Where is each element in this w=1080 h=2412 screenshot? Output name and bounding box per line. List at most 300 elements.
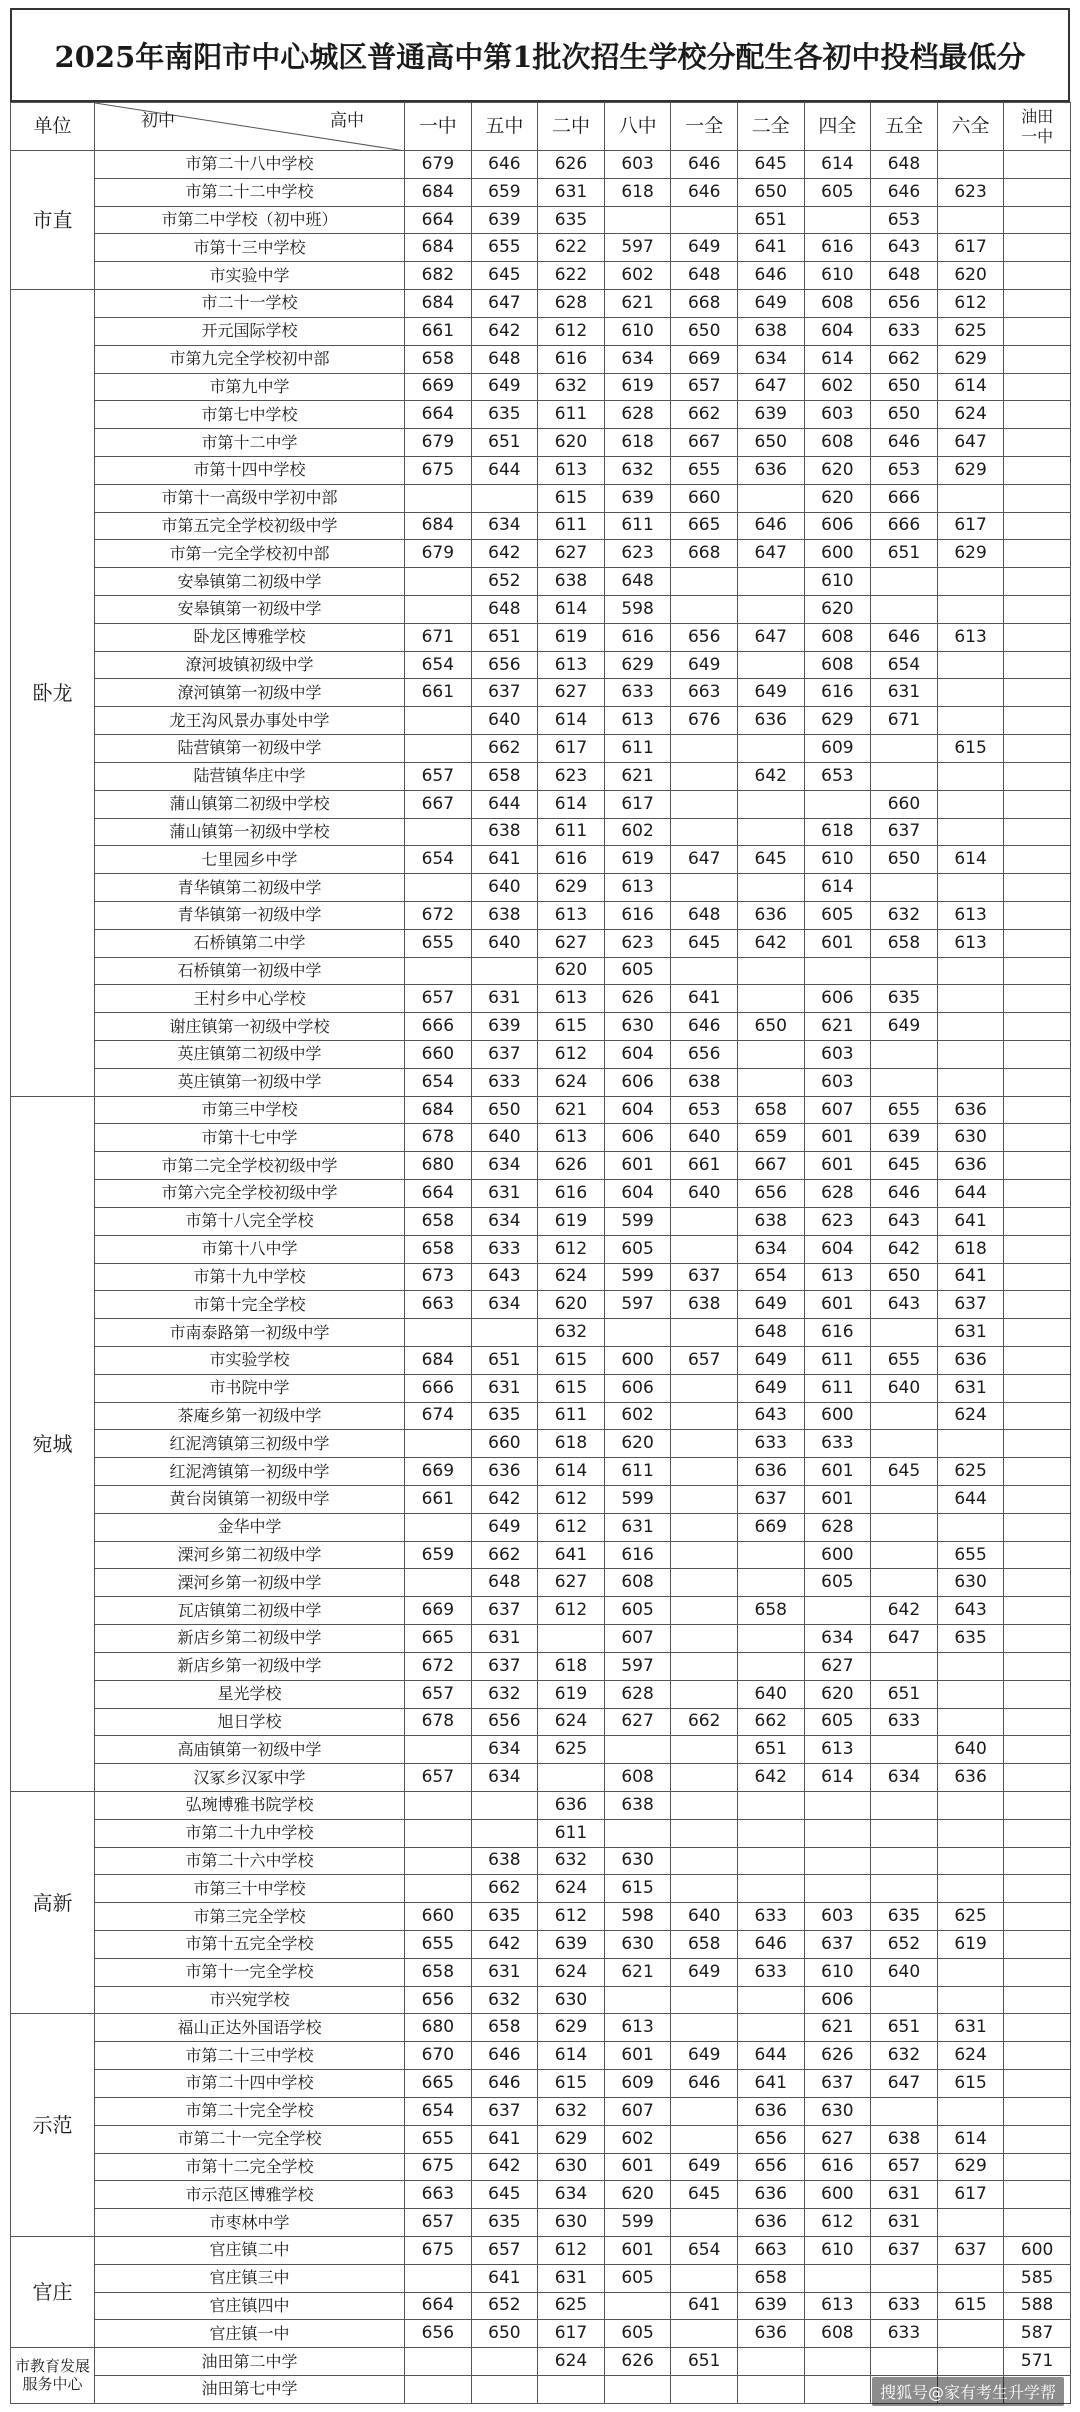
score-cell: 640 xyxy=(871,1374,938,1402)
score-cell: 625 xyxy=(538,2292,605,2320)
score-cell: 634 xyxy=(538,2181,605,2209)
score-cell: 664 xyxy=(405,401,472,429)
score-cell: 684 xyxy=(405,1346,472,1374)
score-cell: 649 xyxy=(671,1958,738,1986)
score-cell: 604 xyxy=(604,1096,671,1124)
score-cell: 605 xyxy=(604,1597,671,1625)
score-cell: 616 xyxy=(804,679,871,707)
score-cell: 627 xyxy=(538,540,605,568)
score-cell: 657 xyxy=(405,1764,472,1792)
score-cell xyxy=(1004,596,1071,624)
score-cell: 632 xyxy=(538,1319,605,1347)
table-row xyxy=(11,1152,1071,1180)
score-cell xyxy=(871,1068,938,1096)
school-name-cell: 市第九完全学校初中部 xyxy=(95,345,405,373)
score-cell: 619 xyxy=(538,1680,605,1708)
school-name-cell: 青华镇第二初级中学 xyxy=(95,874,405,902)
score-cell: 621 xyxy=(804,2014,871,2042)
score-cell: 606 xyxy=(804,985,871,1013)
score-cell: 612 xyxy=(538,2236,605,2264)
score-cell xyxy=(871,1875,938,1903)
score-cell: 648 xyxy=(471,596,538,624)
score-cell: 631 xyxy=(538,178,605,206)
score-cell: 654 xyxy=(405,1068,472,1096)
col-header: 二全 xyxy=(737,103,804,151)
score-cell: 655 xyxy=(471,234,538,262)
score-cell xyxy=(937,1847,1004,1875)
score-cell: 662 xyxy=(871,345,938,373)
table-row xyxy=(11,929,1071,957)
school-name-cell: 英庄镇第一初级中学 xyxy=(95,1068,405,1096)
school-name-cell: 市第十四中学校 xyxy=(95,456,405,484)
score-cell: 635 xyxy=(471,2209,538,2237)
table-row xyxy=(11,2209,1071,2237)
score-cell: 684 xyxy=(405,1096,472,1124)
score-cell xyxy=(1004,707,1071,735)
school-name-cell: 新店乡第二初级中学 xyxy=(95,1625,405,1653)
score-cell: 636 xyxy=(937,1152,1004,1180)
score-cell xyxy=(1004,1569,1071,1597)
score-cell: 613 xyxy=(937,929,1004,957)
score-cell: 606 xyxy=(604,1124,671,1152)
table-row xyxy=(11,985,1071,1013)
table-row xyxy=(11,1903,1071,1931)
score-cell: 640 xyxy=(871,1958,938,1986)
score-cell: 612 xyxy=(538,1597,605,1625)
score-cell: 640 xyxy=(671,1180,738,1208)
score-cell: 673 xyxy=(405,1263,472,1291)
school-name-cell: 茶庵乡第一初级中学 xyxy=(95,1402,405,1430)
score-cell: 629 xyxy=(937,540,1004,568)
score-cell: 635 xyxy=(871,1903,938,1931)
score-cell xyxy=(405,1819,472,1847)
score-cell xyxy=(1004,1736,1071,1764)
score-cell xyxy=(1004,151,1071,179)
score-cell xyxy=(937,762,1004,790)
score-cell: 654 xyxy=(405,651,472,679)
score-cell xyxy=(804,1597,871,1625)
score-cell: 642 xyxy=(737,929,804,957)
score-cell: 623 xyxy=(538,762,605,790)
score-cell: 609 xyxy=(804,735,871,763)
score-cell xyxy=(1004,1486,1071,1514)
score-cell: 624 xyxy=(538,1875,605,1903)
score-cell xyxy=(871,2097,938,2125)
score-cell: 638 xyxy=(737,1207,804,1235)
table-row xyxy=(11,568,1071,596)
score-cell: 641 xyxy=(737,2070,804,2098)
score-cell xyxy=(937,1791,1004,1819)
score-cell: 604 xyxy=(604,1180,671,1208)
score-cell: 669 xyxy=(405,373,472,401)
score-cell: 684 xyxy=(405,512,472,540)
score-cell xyxy=(871,1791,938,1819)
score-cell: 615 xyxy=(538,1346,605,1374)
score-cell xyxy=(1004,1180,1071,1208)
score-cell: 606 xyxy=(804,512,871,540)
score-cell xyxy=(804,957,871,985)
score-cell xyxy=(1004,929,1071,957)
school-name-cell: 市第二十三中学校 xyxy=(95,2042,405,2070)
table-row xyxy=(11,818,1071,846)
table-row xyxy=(11,2153,1071,2181)
score-cell: 637 xyxy=(471,679,538,707)
score-cell: 634 xyxy=(471,1291,538,1319)
score-cell: 651 xyxy=(871,540,938,568)
score-cell: 657 xyxy=(471,2236,538,2264)
score-cell xyxy=(1004,1958,1071,1986)
score-cell: 636 xyxy=(737,707,804,735)
score-cell: 613 xyxy=(937,623,1004,651)
score-cell xyxy=(538,2376,605,2404)
score-cell: 631 xyxy=(471,985,538,1013)
score-cell: 597 xyxy=(604,1652,671,1680)
senior-label: 高中 xyxy=(330,111,364,131)
school-name-cell: 蒲山镇第二初级中学校 xyxy=(95,790,405,818)
score-cell: 636 xyxy=(737,2181,804,2209)
score-cell: 660 xyxy=(871,790,938,818)
score-cell: 598 xyxy=(604,1903,671,1931)
score-cell: 613 xyxy=(804,2292,871,2320)
score-cell xyxy=(604,2292,671,2320)
score-cell xyxy=(671,790,738,818)
score-cell: 602 xyxy=(604,1402,671,1430)
table-row xyxy=(11,1736,1071,1764)
score-cell: 627 xyxy=(538,679,605,707)
score-cell: 632 xyxy=(871,2042,938,2070)
table-row xyxy=(11,1263,1071,1291)
score-cell: 634 xyxy=(471,512,538,540)
score-cell: 614 xyxy=(937,2125,1004,2153)
score-cell: 626 xyxy=(538,151,605,179)
school-name-cell: 开元国际学校 xyxy=(95,317,405,345)
score-cell: 640 xyxy=(737,1680,804,1708)
score-cell xyxy=(737,568,804,596)
score-cell: 635 xyxy=(471,1903,538,1931)
score-cell xyxy=(937,2209,1004,2237)
score-cell: 615 xyxy=(538,1374,605,1402)
score-cell: 646 xyxy=(737,1931,804,1959)
school-name-cell: 市第二十一完全学校 xyxy=(95,2125,405,2153)
score-cell: 678 xyxy=(405,1124,472,1152)
score-cell: 600 xyxy=(604,1346,671,1374)
score-cell: 621 xyxy=(604,762,671,790)
score-cell: 653 xyxy=(804,762,871,790)
score-cell: 646 xyxy=(671,2070,738,2098)
score-cell xyxy=(671,1791,738,1819)
score-cell: 676 xyxy=(671,707,738,735)
score-cell: 649 xyxy=(471,373,538,401)
score-cell: 663 xyxy=(671,679,738,707)
score-cell: 601 xyxy=(804,1124,871,1152)
score-cell: 634 xyxy=(604,345,671,373)
table-row xyxy=(11,290,1071,318)
score-cell xyxy=(405,707,472,735)
score-cell: 666 xyxy=(405,1374,472,1402)
score-cell xyxy=(737,1541,804,1569)
score-cell xyxy=(405,484,472,512)
table-row xyxy=(11,1931,1071,1959)
score-cell: 646 xyxy=(737,512,804,540)
score-cell xyxy=(604,1736,671,1764)
score-cell: 624 xyxy=(937,2042,1004,2070)
score-cell xyxy=(671,2264,738,2292)
score-cell: 608 xyxy=(804,290,871,318)
school-name-cell: 市兴宛学校 xyxy=(95,1986,405,2014)
score-cell: 610 xyxy=(804,1958,871,1986)
score-cell: 614 xyxy=(804,151,871,179)
score-cell: 601 xyxy=(604,2042,671,2070)
score-cell: 639 xyxy=(737,2292,804,2320)
score-cell xyxy=(1004,846,1071,874)
score-cell: 614 xyxy=(937,373,1004,401)
school-name-cell: 市第一完全学校初中部 xyxy=(95,540,405,568)
score-cell: 646 xyxy=(671,151,738,179)
score-cell xyxy=(405,735,472,763)
score-cell: 643 xyxy=(871,1291,938,1319)
score-cell: 628 xyxy=(604,401,671,429)
score-cell xyxy=(937,679,1004,707)
table-row xyxy=(11,623,1071,651)
score-cell: 637 xyxy=(471,1041,538,1069)
score-cell: 630 xyxy=(538,2209,605,2237)
score-cell xyxy=(1004,985,1071,1013)
score-cell: 607 xyxy=(804,1096,871,1124)
score-cell xyxy=(1004,1847,1071,1875)
score-cell: 643 xyxy=(871,1207,938,1235)
score-cell xyxy=(604,1986,671,2014)
junior-label: 初中 xyxy=(141,111,175,131)
score-cell xyxy=(1004,2097,1071,2125)
score-cell xyxy=(1004,540,1071,568)
score-cell xyxy=(1004,1903,1071,1931)
score-cell: 646 xyxy=(471,2070,538,2098)
table-row xyxy=(11,401,1071,429)
score-cell xyxy=(1004,2181,1071,2209)
score-cell: 636 xyxy=(538,1791,605,1819)
score-cell xyxy=(671,1986,738,2014)
score-cell: 614 xyxy=(538,596,605,624)
score-cell: 631 xyxy=(871,679,938,707)
score-cell: 611 xyxy=(604,1458,671,1486)
score-cell xyxy=(671,735,738,763)
score-cell: 650 xyxy=(471,2320,538,2348)
score-cell xyxy=(671,596,738,624)
score-cell: 627 xyxy=(804,2125,871,2153)
col-header: 八中 xyxy=(604,103,671,151)
score-cell xyxy=(1004,568,1071,596)
score-cell: 654 xyxy=(405,2097,472,2125)
score-cell xyxy=(604,1819,671,1847)
score-cell: 599 xyxy=(604,1207,671,1235)
score-cell xyxy=(671,1374,738,1402)
score-cell: 603 xyxy=(804,1903,871,1931)
score-cell: 614 xyxy=(804,345,871,373)
score-cell: 653 xyxy=(871,206,938,234)
score-cell xyxy=(871,1430,938,1458)
score-cell: 628 xyxy=(538,290,605,318)
score-cell xyxy=(405,2376,472,2404)
score-cell: 646 xyxy=(737,262,804,290)
score-cell: 640 xyxy=(937,1736,1004,1764)
score-cell: 656 xyxy=(737,2153,804,2181)
score-cell: 628 xyxy=(604,1680,671,1708)
score-cell xyxy=(737,874,804,902)
score-cell: 657 xyxy=(405,2209,472,2237)
score-cell: 638 xyxy=(671,1068,738,1096)
score-cell: 624 xyxy=(937,401,1004,429)
score-cell xyxy=(871,1819,938,1847)
score-cell xyxy=(937,1680,1004,1708)
score-cell: 603 xyxy=(804,1041,871,1069)
score-cell: 641 xyxy=(937,1263,1004,1291)
score-cell xyxy=(1004,1430,1071,1458)
score-cell: 613 xyxy=(804,1263,871,1291)
score-cell xyxy=(671,2014,738,2042)
score-cell: 604 xyxy=(804,1235,871,1263)
score-cell: 680 xyxy=(405,1152,472,1180)
score-cell: 647 xyxy=(871,1625,938,1653)
score-cell xyxy=(671,1430,738,1458)
score-cell: 643 xyxy=(871,234,938,262)
score-cell xyxy=(871,2264,938,2292)
score-cell xyxy=(737,1041,804,1069)
score-cell xyxy=(1004,1708,1071,1736)
score-cell xyxy=(937,874,1004,902)
score-cell: 670 xyxy=(405,2042,472,2070)
score-cell xyxy=(1004,651,1071,679)
score-cell: 655 xyxy=(405,2125,472,2153)
score-cell xyxy=(737,818,804,846)
score-cell: 606 xyxy=(804,1986,871,2014)
score-cell: 679 xyxy=(405,151,472,179)
score-cell: 659 xyxy=(737,1124,804,1152)
table-row xyxy=(11,1986,1071,2014)
district-cell: 示范 xyxy=(11,2014,95,2237)
score-cell: 648 xyxy=(604,568,671,596)
school-name-cell: 市第十九中学校 xyxy=(95,1263,405,1291)
score-cell: 651 xyxy=(871,2014,938,2042)
score-cell: 630 xyxy=(538,2153,605,2181)
score-cell: 646 xyxy=(871,623,938,651)
score-cell: 651 xyxy=(737,1736,804,1764)
score-cell xyxy=(871,1541,938,1569)
score-cell: 600 xyxy=(804,2181,871,2209)
score-cell: 598 xyxy=(604,596,671,624)
score-cell: 636 xyxy=(471,1458,538,1486)
table-row xyxy=(11,596,1071,624)
score-cell: 649 xyxy=(671,234,738,262)
score-cell xyxy=(804,1791,871,1819)
score-cell xyxy=(1004,1124,1071,1152)
table-row xyxy=(11,679,1071,707)
score-cell xyxy=(538,1625,605,1653)
score-cell: 649 xyxy=(671,2042,738,2070)
score-cell xyxy=(671,1847,738,1875)
school-name-cell: 七里园乡中学 xyxy=(95,846,405,874)
school-name-cell: 市第五完全学校初级中学 xyxy=(95,512,405,540)
score-cell: 613 xyxy=(538,651,605,679)
score-cell: 614 xyxy=(538,790,605,818)
score-cell: 613 xyxy=(538,901,605,929)
score-cell: 637 xyxy=(804,2070,871,2098)
score-cell: 641 xyxy=(471,846,538,874)
school-name-cell: 市第十八中学 xyxy=(95,1235,405,1263)
score-cell: 626 xyxy=(604,985,671,1013)
score-cell xyxy=(671,1875,738,1903)
score-cell: 620 xyxy=(538,957,605,985)
score-cell: 684 xyxy=(405,234,472,262)
score-cell xyxy=(804,1847,871,1875)
score-cell: 661 xyxy=(405,679,472,707)
score-cell: 675 xyxy=(405,2153,472,2181)
table-row xyxy=(11,1791,1071,1819)
score-cell xyxy=(871,2348,938,2376)
school-name-cell: 旭日学校 xyxy=(95,1708,405,1736)
score-cell xyxy=(671,1513,738,1541)
score-cell: 611 xyxy=(538,401,605,429)
table-row xyxy=(11,707,1071,735)
score-cell: 638 xyxy=(737,317,804,345)
score-cell: 645 xyxy=(737,846,804,874)
score-cell: 615 xyxy=(937,2070,1004,2098)
score-cell xyxy=(737,1068,804,1096)
table-row xyxy=(11,262,1071,290)
score-cell xyxy=(871,596,938,624)
score-cell xyxy=(1004,1625,1071,1653)
score-cell: 663 xyxy=(737,2236,804,2264)
school-name-cell: 英庄镇第二初级中学 xyxy=(95,1041,405,1069)
table-row xyxy=(11,2236,1071,2264)
score-cell: 615 xyxy=(937,735,1004,763)
school-name-cell: 市第三完全学校 xyxy=(95,1903,405,1931)
score-cell xyxy=(804,2348,871,2376)
col-header: 五全 xyxy=(871,103,938,151)
score-cell: 634 xyxy=(804,1625,871,1653)
score-cell: 599 xyxy=(604,2209,671,2237)
col-header-part: 油田 xyxy=(1021,107,1054,127)
school-name-cell: 市第十二中学 xyxy=(95,429,405,457)
score-cell xyxy=(1004,1458,1071,1486)
score-cell: 619 xyxy=(538,623,605,651)
score-cell: 646 xyxy=(671,178,738,206)
table-row xyxy=(11,901,1071,929)
score-cell: 682 xyxy=(405,262,472,290)
score-cell xyxy=(405,596,472,624)
score-cell: 644 xyxy=(471,456,538,484)
score-cell xyxy=(1004,1402,1071,1430)
score-cell: 632 xyxy=(538,373,605,401)
score-cell: 638 xyxy=(871,2125,938,2153)
score-cell: 650 xyxy=(737,429,804,457)
score-cell xyxy=(871,957,938,985)
score-cell: 612 xyxy=(804,2209,871,2237)
score-cell xyxy=(1004,401,1071,429)
school-name-cell: 红泥湾镇第一初级中学 xyxy=(95,1458,405,1486)
score-cell: 616 xyxy=(604,623,671,651)
score-cell: 636 xyxy=(737,2209,804,2237)
score-cell xyxy=(471,1791,538,1819)
school-name-cell: 市第二十六中学校 xyxy=(95,1847,405,1875)
score-cell: 623 xyxy=(804,1207,871,1235)
table-row xyxy=(11,1458,1071,1486)
score-cell xyxy=(1004,1541,1071,1569)
score-cell: 641 xyxy=(671,985,738,1013)
score-cell: 640 xyxy=(471,707,538,735)
score-cell xyxy=(871,568,938,596)
score-cell xyxy=(737,985,804,1013)
score-cell: 664 xyxy=(405,1180,472,1208)
